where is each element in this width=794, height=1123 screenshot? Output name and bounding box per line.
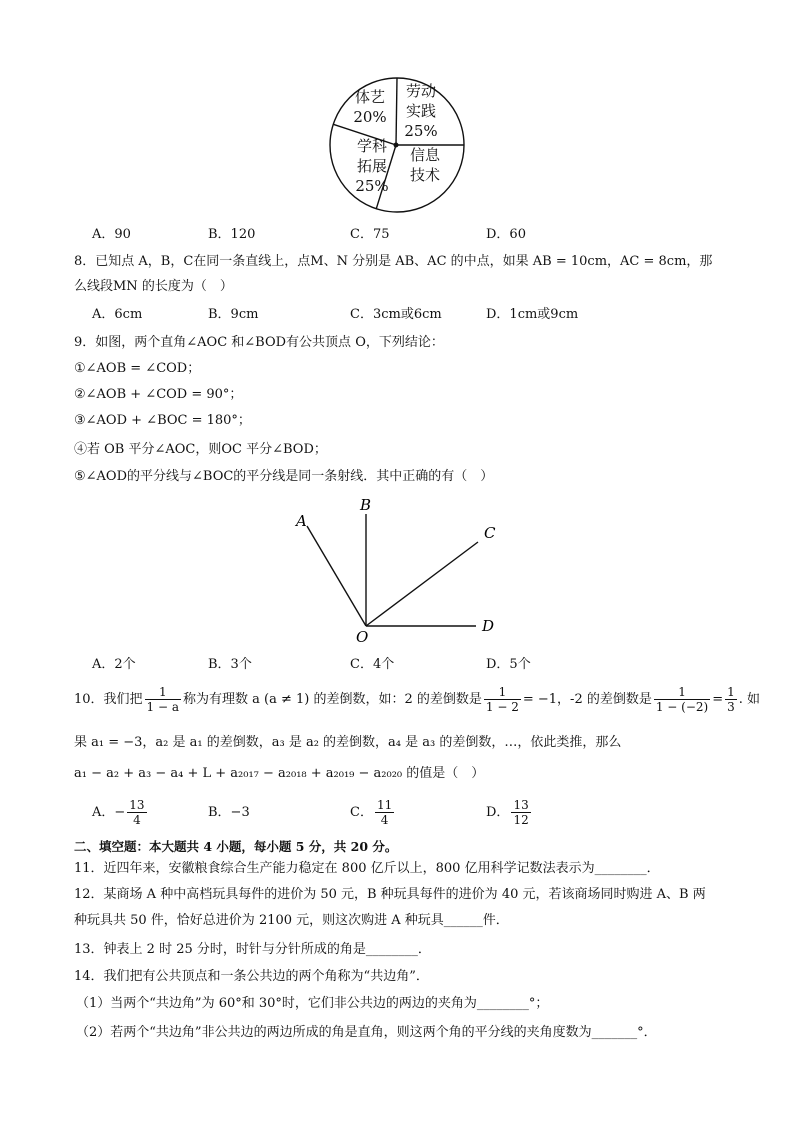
q9-item-1: ①∠AOB = ∠COD； <box>74 361 201 376</box>
q10-option-c-den: 4 <box>380 813 389 827</box>
pie-chart <box>325 74 473 218</box>
q10-frac-2 <box>484 685 521 714</box>
q10-option-a-frac <box>127 798 146 827</box>
q10-option-d <box>486 796 533 830</box>
pie-slice-label: 劳动 <box>405 82 437 100</box>
pie-divider <box>396 78 397 145</box>
pie-slice-label: 25% <box>355 177 389 195</box>
q8-option-d: D．1cm或9cm <box>486 307 579 322</box>
q10-frac-1-num: 1 <box>145 685 181 700</box>
q10-frac-1-den: 1 − a <box>146 700 180 714</box>
q10-option-d-num: 13 <box>513 798 529 812</box>
q10-option-c-label: C． <box>350 805 373 820</box>
q9-item-4: ④若 OB 平分∠AOC，则OC 平分∠BOD； <box>74 442 327 457</box>
q10-option-d-frac <box>511 798 530 827</box>
pie-slice-label: 学科 <box>356 137 388 155</box>
q10-text-1: 10．我们把 <box>74 692 143 707</box>
q10-option-c-num: 11 <box>376 798 393 812</box>
q10-text-5: . 如 <box>738 692 761 707</box>
q10-frac-3-num: 1 <box>654 685 710 700</box>
q11: 11．近四年来，安徽粮食综合生产能力稳定在 800 亿斤以上，800 亿用科学记数法表示为________． <box>74 861 660 876</box>
q10-frac-3-den: 1 − (−2) <box>655 700 709 714</box>
q9-stem: 9．如图，两个直角∠AOC 和∠BOD有公共顶点 O，下列结论： <box>74 335 444 350</box>
q10-frac-4 <box>725 685 737 714</box>
q9-item-3: ③∠AOD + ∠BOC = 180°； <box>74 413 251 428</box>
q9-option-b: B．3个 <box>208 657 252 672</box>
label-b: B <box>360 496 372 514</box>
q10-option-d-label: D． <box>486 805 510 820</box>
q13: 13．钟表上 2 时 25 分时，时针与分针所成的角是________． <box>74 942 431 957</box>
label-d: D <box>482 617 495 635</box>
q10-option-a-label: A． <box>92 805 115 820</box>
q10-text-4: = <box>712 692 724 707</box>
q9-item-5: ⑤∠AOD的平分线与∠BOC的平分线是同一条射线．其中正确的有（ ） <box>74 469 494 484</box>
q12-line2: 种玩具共 50 件，恰好总进价为 2100 元，则这次购进 A 种玩具______件． <box>74 913 509 928</box>
q9-option-c: C．4个 <box>350 657 395 672</box>
q10-stem-line2: 果 a₁ = −3，a₂ 是 a₁ 的差倒数，a₃ 是 a₂ 的差倒数，a₄ 是 a₃ 的差倒数，…，依此类推，那么 <box>74 735 622 750</box>
q10-stem-line1 <box>74 684 760 716</box>
pie-center <box>394 143 399 148</box>
label-c: C <box>484 524 496 542</box>
q10-frac-3 <box>654 685 710 714</box>
q10-frac-2-den: 1 − 2 <box>485 700 519 714</box>
pie-slice-label: 体艺 <box>354 88 386 106</box>
angle-figure <box>290 494 510 646</box>
label-o: O <box>356 628 369 646</box>
pie-slice-label: 实践 <box>405 102 437 120</box>
q7-option-b: B．120 <box>208 227 256 242</box>
q7-option-d: D．60 <box>486 227 526 242</box>
label-a: A <box>296 512 307 530</box>
q8-stem-line2: 么线段MN 的长度为（ ） <box>74 279 233 294</box>
q8-option-c: C．3cm或6cm <box>350 307 442 322</box>
q8-option-b: B．9cm <box>208 307 259 322</box>
q10-frac-2-num: 1 <box>484 685 521 700</box>
section-2-heading: 二、填空题：本大题共 4 小题，每小题 5 分，共 20 分。 <box>74 839 398 854</box>
q7-option-c: C．75 <box>350 227 390 242</box>
q10-frac-1 <box>145 685 181 714</box>
q9-option-d: D．5个 <box>486 657 531 672</box>
q10-option-a-sign: − <box>114 805 126 820</box>
q10-text-3: = −1，-2 的差倒数是 <box>522 692 652 707</box>
q14-stem: 14．我们把有公共顶点和一条公共边的两个角称为“共边角”． <box>74 969 429 984</box>
ray-oa <box>307 526 366 626</box>
q10-option-c-frac <box>375 798 394 827</box>
q9-item-2: ②∠AOB + ∠COD = 90°； <box>74 387 243 402</box>
q10-frac-4-num: 1 <box>727 685 735 699</box>
q12-line1: 12．某商场 A 种中高档玩具每件的进价为 50 元，B 种玩具每件的进价为 40 元，若该商场同时购进 A、B 两 <box>74 887 706 902</box>
q10-frac-4-den: 3 <box>727 700 735 714</box>
q10-stem-line3: a₁ − a₂ + a₃ − a₄ + L + a₂₀₁₇ − a₂₀₁₈ + a₂₀₁₉ − a₂₀₂₀ 的值是（ ） <box>74 766 485 781</box>
pie-slice-label: 信息 <box>409 146 441 164</box>
q10-option-a <box>92 796 149 830</box>
q10-option-a-den: 4 <box>133 813 141 827</box>
pie-slice-label: 技术 <box>409 166 441 184</box>
q14-part-1: （1）当两个“共边角”为 60°和 30°时，它们非公共边的两边的夹角为________°； <box>76 996 549 1011</box>
q10-option-d-den: 12 <box>513 813 529 827</box>
q10-option-b: B．−3 <box>208 805 250 820</box>
pie-slice-label: 25% <box>404 122 438 140</box>
ray-oc <box>366 542 478 626</box>
q10-option-a-num: 13 <box>129 798 145 812</box>
q14-part-2: （2）若两个“共边角”非公共边的两边所成的角是直角，则这两个角的平分线的夹角度数为_______°． <box>76 1025 657 1040</box>
q7-option-a: A．90 <box>92 227 131 242</box>
q10-option-c <box>350 796 396 830</box>
pie-slice-label: 20% <box>353 108 387 126</box>
q10-text-2: 称为有理数 a (a ≠ 1) 的差倒数，如：2 的差倒数是 <box>183 692 482 707</box>
pie-slice-label: 拓展 <box>356 157 388 175</box>
q9-option-a: A．2个 <box>92 657 136 672</box>
q8-stem-line1: 8．已知点 A，B，C在同一条直线上，点M、N 分别是 AB、AC 的中点，如果 AB = 10cm，AC = 8cm，那 <box>74 254 713 269</box>
q8-option-a: A．6cm <box>92 307 143 322</box>
